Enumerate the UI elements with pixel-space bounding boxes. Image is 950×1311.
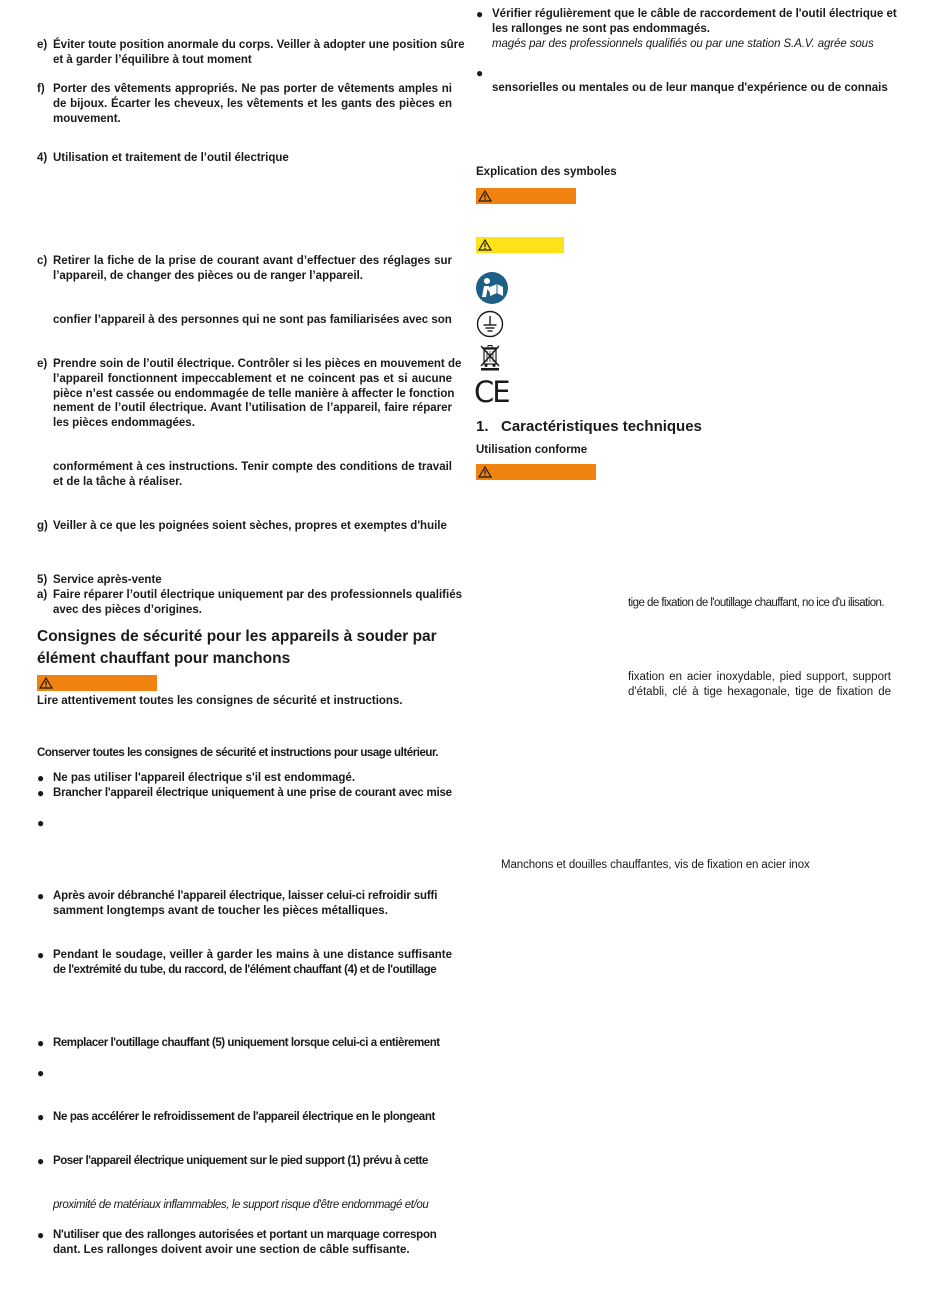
section-marker: 5) [37, 574, 48, 586]
bullet-text: Ne pas utiliser l'appareil électrique s'il est endommagé. [53, 772, 356, 784]
bullet-text: de l'extrémité du tube, du raccord, de l'élément chauffant (4) et de l'outillage [53, 964, 437, 976]
read-manual-icon [475, 271, 509, 305]
list-item-text: avec des pièces d’origines. [53, 604, 202, 616]
list-item-text: conformément à ces instructions. Tenir compte des conditions de travail [53, 461, 452, 473]
bullet: ● [37, 1036, 45, 1050]
list-marker: c) [37, 255, 48, 267]
bullet: ● [476, 7, 484, 21]
bullet: ● [37, 1228, 45, 1242]
warning-orange-icon [478, 190, 492, 202]
list-item-text: et de la tâche à réaliser. [53, 476, 183, 488]
list-marker: e) [37, 358, 48, 370]
protective-earth-icon [476, 310, 504, 338]
list-marker: a) [37, 589, 48, 601]
bullet: ● [37, 1154, 45, 1168]
bullet-text: Brancher l'appareil électrique uniquement à une prise de courant avec mise [53, 787, 452, 799]
list-item-text: de bijoux. Écarter les cheveux, les vêtements et les gants des pièces en [53, 98, 452, 110]
keep-instructions: Conserver toutes les consignes de sécurité et instructions pour usage ultérieur. [37, 747, 439, 759]
spec-text: Manchons et douilles chauffantes, vis de fixation en acier inox [501, 859, 810, 871]
bullet-text: proximité de matériaux inflammables, le support risque d'être endommagé et/ou [53, 1199, 429, 1211]
list-item-text: Porter des vêtements appropriés. Ne pas porter de vêtements amples ni [53, 83, 452, 95]
spec-text: tige de fixation de l'outillage chauffant, no ice d'u ilisation. [628, 597, 885, 609]
bullet: ● [37, 1110, 45, 1124]
warning-bar [37, 675, 157, 691]
section-number: 1. [476, 418, 489, 435]
list-item-text: confier l’appareil à des personnes qui ne sont pas familiarisées avec son [53, 314, 452, 326]
read-instructions: Lire attentivement toutes les consignes de sécurité et instructions. [37, 695, 403, 707]
section-heading: élément chauffant pour manchons [37, 650, 291, 667]
bullet-text: Pendant le soudage, veiller à garder les mains à une distance suffisante [53, 949, 452, 961]
symbols-title: Explication des symboles [476, 166, 617, 178]
bullet-text: Poser l'appareil électrique uniquement sur le pied support (1) prévu à cette [53, 1155, 428, 1167]
list-item-text: l’appareil fonctionnent impeccablement et ne coincent pas et si aucune [53, 373, 452, 385]
list-marker: e) [37, 39, 48, 51]
caution-bar [476, 237, 564, 253]
warning-triangle-icon [478, 466, 492, 478]
list-item-text: pièce n’est cassée ou endommagée de telle manière à affecter le fonction [53, 388, 455, 400]
bullet-text: N'utiliser que des rallonges autorisées et portant un marquage correspon [53, 1229, 437, 1241]
bullet-text: les rallonges ne sont pas endommagés. [492, 23, 710, 35]
warning-bar [476, 464, 596, 480]
section-title: Utilisation et traitement de l’outil électrique [53, 152, 289, 164]
bullet: ● [37, 948, 45, 962]
bullet: ● [476, 66, 484, 80]
list-item-text: nement de l’outil électrique. Avant l’utilisation de l’appareil, faire réparer [53, 402, 452, 414]
list-item-text: Prendre soin de l’outil électrique. Contrôler si les pièces en mouvement de [53, 358, 462, 370]
list-item-text: Faire réparer l’outil électrique uniquement par des professionnels qualifiés [53, 589, 462, 601]
list-item-text: les pièces endommagées. [53, 417, 195, 429]
spec-text: d'établi, clé à tige hexagonale, tige de fixation de [628, 686, 891, 698]
list-marker: f) [37, 83, 45, 95]
list-item-text: Retirer la fiche de la prise de courant avant d’effectuer des réglages sur [53, 255, 452, 267]
warning-triangle-icon [39, 677, 53, 689]
bullet-text: dant. Les rallonges doivent avoir une section de câble suffisante. [53, 1244, 410, 1256]
spec-text: fixation en acier inoxydable, pied support, support [628, 671, 891, 683]
warning-bar [476, 188, 576, 204]
list-item-text: Éviter toute position anormale du corps. Veiller à adopter une position sûre [53, 39, 465, 51]
section-title: Service après-vente [53, 574, 162, 586]
bullet: ● [37, 786, 45, 800]
bullet-text: samment longtemps avant de toucher les pièces métalliques. [53, 905, 388, 917]
bullet: ● [37, 816, 45, 830]
bullet-text: sensorielles ou mentales ou de leur manque d'expérience ou de connais [492, 82, 888, 94]
subsection-title: Utilisation conforme [476, 444, 588, 456]
list-item-text: l’appareil, de changer des pièces ou de ranger l’appareil. [53, 270, 363, 282]
bullet: ● [37, 889, 45, 903]
bullet-text: Après avoir débranché l'appareil électrique, laisser celui-ci refroidir suffi [53, 890, 438, 902]
weee-bin-icon [479, 343, 501, 371]
bullet-text: Ne pas accélérer le refroidissement de l'appareil électrique en le plongeant [53, 1111, 435, 1123]
caution-yellow-icon [478, 239, 492, 251]
section-heading: Consignes de sécurité pour les appareils à souder par [37, 628, 437, 645]
bullet-text: Remplacer l'outillage chauffant (5) uniquement lorsque celui-ci a entièrement [53, 1037, 440, 1049]
bullet: ● [37, 1066, 45, 1080]
list-marker: g) [37, 520, 48, 532]
bullet-text: Vérifier régulièrement que le câble de raccordement de l'outil électrique et [492, 8, 897, 20]
list-item-text: mouvement. [53, 113, 121, 125]
bullet-text: magés par des professionnels qualifiés ou par une station S.A.V. agrée sous [492, 38, 874, 50]
list-item-text: et à garder l’équilibre à tout moment [53, 54, 252, 66]
ce-mark-icon: CE [474, 375, 509, 409]
section-title: Caractéristiques techniques [501, 418, 702, 435]
section-marker: 4) [37, 152, 48, 164]
bullet: ● [37, 771, 45, 785]
list-item-text: Veiller à ce que les poignées soient sèches, propres et exemptes d'huile [53, 520, 447, 532]
